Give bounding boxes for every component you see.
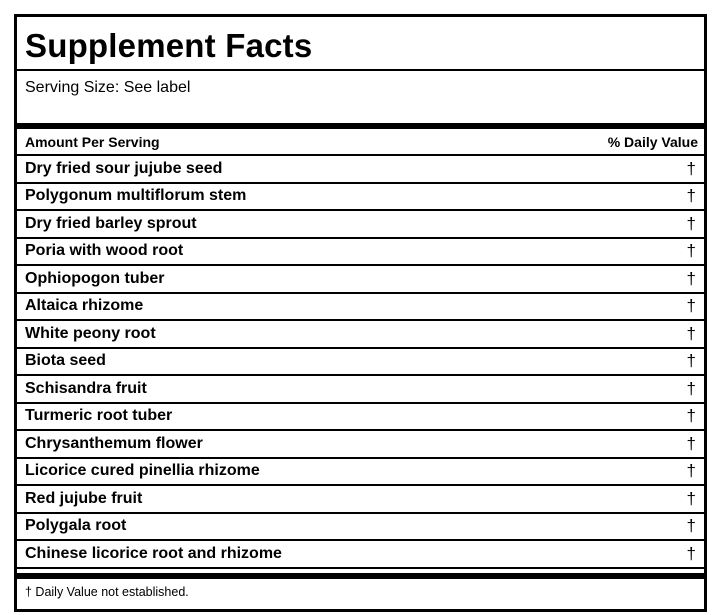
dagger-mark: † — [686, 406, 696, 426]
daily-value-label: % Daily Value — [607, 133, 698, 150]
ingredient-row — [17, 266, 704, 294]
dagger-mark: † — [686, 268, 696, 288]
ingredient-row — [17, 431, 704, 459]
panel-title: Supplement Facts — [17, 17, 704, 71]
ingredient-row — [17, 376, 704, 404]
supplement-facts-panel — [14, 14, 707, 612]
ingredient-list — [17, 156, 704, 569]
ingredient-name: Chinese licorice root and rhizome — [25, 544, 282, 562]
ingredient-row — [17, 294, 704, 322]
ingredient-row — [17, 349, 704, 377]
ingredient-name: Turmeric root tuber — [25, 407, 173, 425]
dagger-mark: † — [686, 461, 696, 481]
ingredient-name: Altaica rhizome — [25, 297, 144, 315]
ingredient-row — [17, 459, 704, 487]
ingredient-row — [17, 541, 704, 569]
ingredient-row — [17, 404, 704, 432]
dagger-mark: † — [686, 241, 696, 261]
dagger-mark: † — [686, 433, 696, 453]
ingredient-name: Poria with wood root — [25, 242, 184, 260]
ingredient-row — [17, 486, 704, 514]
ingredient-row — [17, 321, 704, 349]
dagger-mark: † — [686, 158, 696, 178]
ingredient-row — [17, 239, 704, 267]
dagger-mark: † — [686, 378, 696, 398]
dagger-mark: † — [686, 186, 696, 206]
ingredient-name: Polygala root — [25, 517, 127, 535]
ingredient-name: White peony root — [25, 324, 156, 342]
dagger-mark: † — [686, 323, 696, 343]
dagger-mark: † — [686, 516, 696, 536]
ingredient-name: Ophiopogon tuber — [25, 269, 165, 287]
serving-size: Serving Size: See label — [25, 79, 191, 96]
table-header — [17, 129, 704, 156]
ingredient-name: Licorice cured pinellia rhizome — [25, 462, 260, 480]
dagger-mark: † — [686, 351, 696, 371]
ingredient-row — [17, 184, 704, 212]
ingredient-name: Dry fried sour jujube seed — [25, 159, 223, 177]
footnote: † Daily Value not established. — [25, 584, 189, 599]
dagger-mark: † — [686, 296, 696, 316]
dagger-mark: † — [686, 488, 696, 508]
ingredient-name: Biota seed — [25, 352, 106, 370]
ingredient-row — [17, 156, 704, 184]
ingredient-row — [17, 514, 704, 542]
ingredient-name: Polygonum multiflorum stem — [25, 187, 247, 205]
ingredient-name: Chrysanthemum flower — [25, 434, 203, 452]
ingredient-row — [17, 211, 704, 239]
amount-per-serving-label: Amount Per Serving — [25, 133, 160, 150]
ingredient-name: Schisandra fruit — [25, 379, 147, 397]
dagger-mark: † — [686, 213, 696, 233]
ingredient-name: Red jujube fruit — [25, 489, 143, 507]
dagger-mark: † — [686, 543, 696, 563]
ingredient-name: Dry fried barley sprout — [25, 214, 197, 232]
